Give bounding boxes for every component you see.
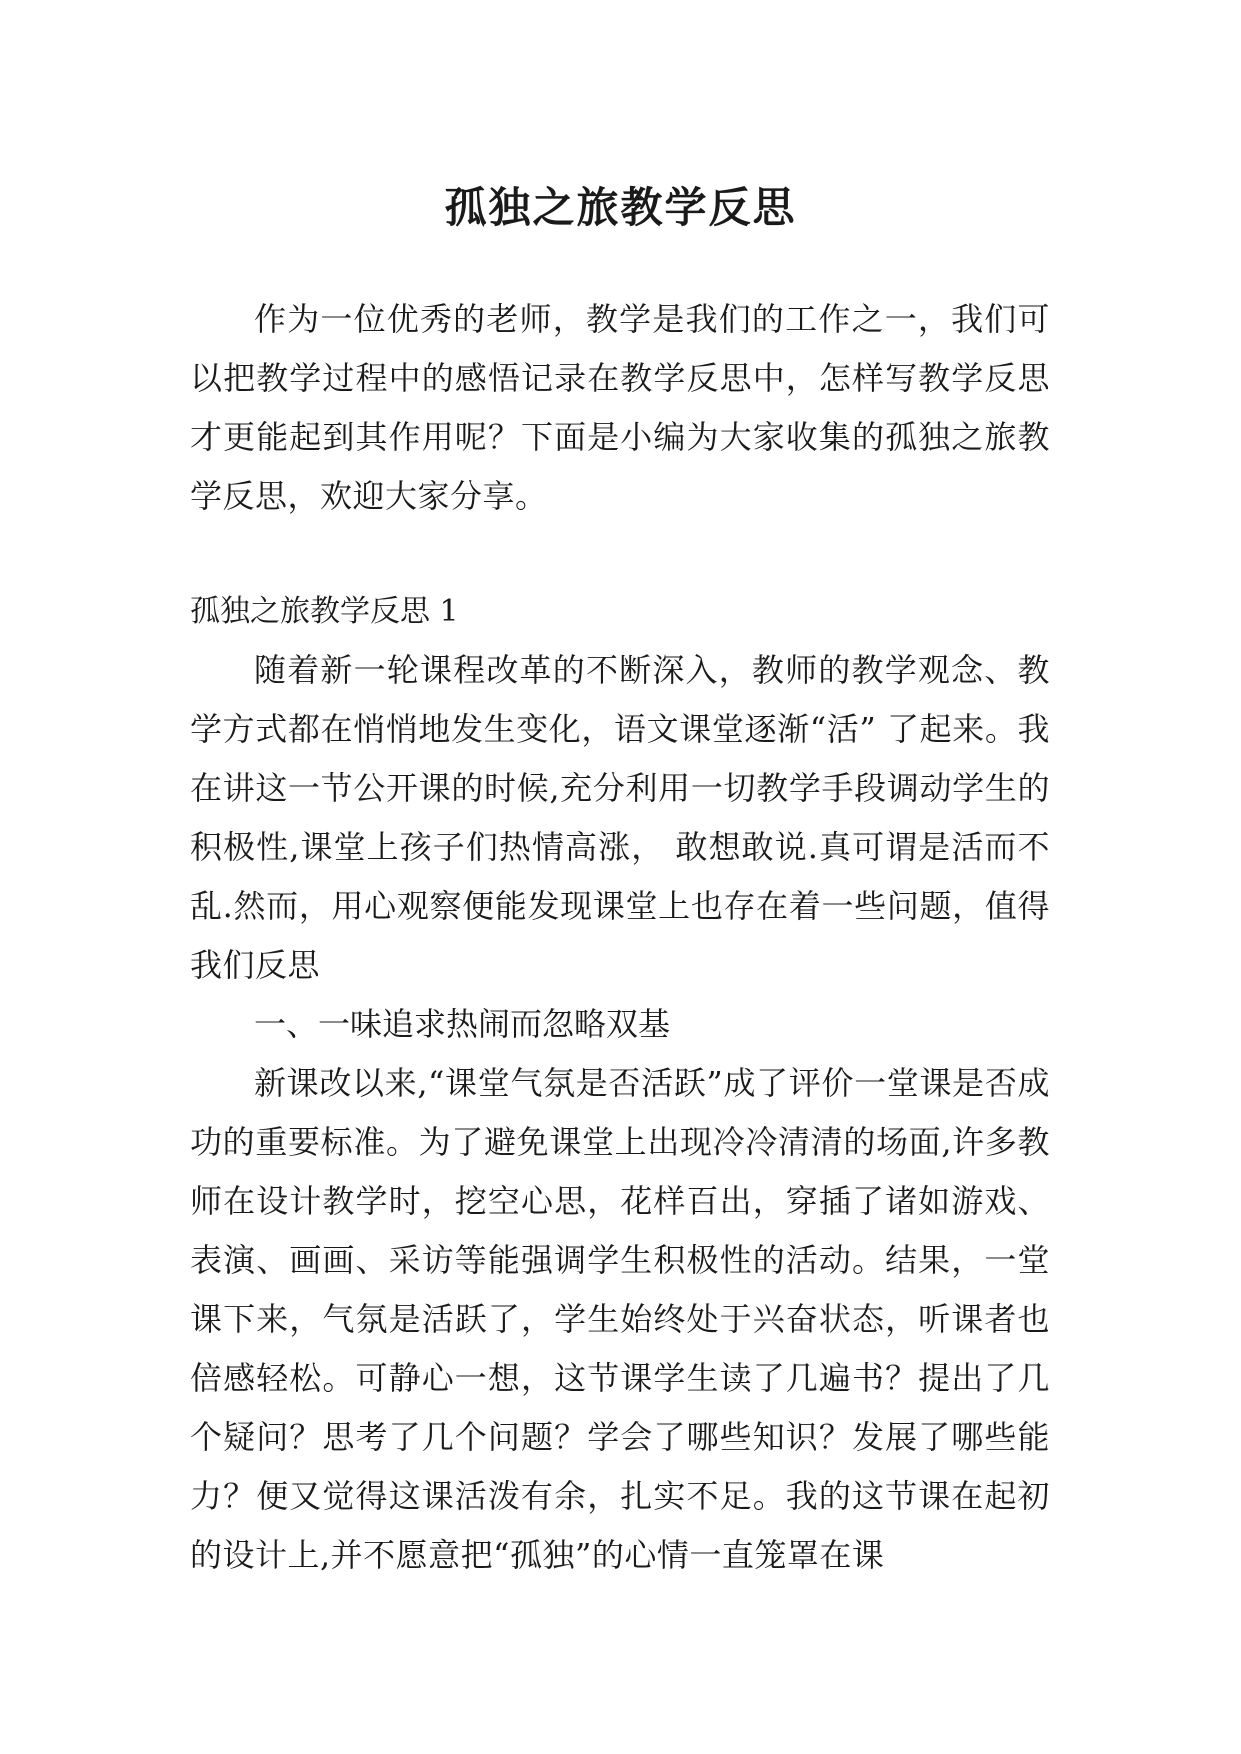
body-paragraph-1: 随着新一轮课程改革的不断深入，教师的教学观念、教学方式都在悄悄地发生变化，语文课堂逐渐“活” 了起来。我在讲这一节公开课的时候,充分利用一切教学手段调动学生的积极性,课堂上孩子们热情高涨， 敢想敢说.真可谓是活而不乱.然而，用心观察便能发现课堂上也存在着一些问题，值得我们反思 bbox=[190, 651, 1050, 984]
body-paragraph-2: 新课改以来,“课堂气氛是否活跃”成了评价一堂课是否成功的重要标准。为了避免课堂上出现冷冷清清的场面,许多教师在设计教学时，挖空心思，花样百出，穿插了诸如游戏、表演、画画、采访等能强调学生积极性的活动。结果，一堂课下来，气氛是活跃了，学生始终处于兴奋状态，听课者也倍感轻松。可静心一想，这节课学生读了几遍书？提出了几个疑问？思考了几个问题？学会了哪些知识？发展了哪些能力？便又觉得这课活泼有余，扎实不足。我的这节课在起初的设计上,并不愿意把“孤独”的心情一直笼罩在课 bbox=[190, 1064, 1050, 1574]
essay-heading: 孤独之旅教学反思 1 bbox=[190, 594, 459, 629]
document-body bbox=[190, 290, 1050, 1585]
intro-paragraph: 作为一位优秀的老师，教学是我们的工作之一，我们可以把教学过程中的感悟记录在教学反思中，怎样写教学反思才更能起到其作用呢？下面是小编为大家收集的孤独之旅教学反思，欢迎大家分享。 bbox=[190, 300, 1050, 515]
section-title-1: 一、一味追求热闹而忽略双基 bbox=[254, 1005, 671, 1043]
paragraph-spacer bbox=[190, 526, 1050, 582]
document-title: 孤独之旅教学反思 bbox=[444, 183, 797, 233]
